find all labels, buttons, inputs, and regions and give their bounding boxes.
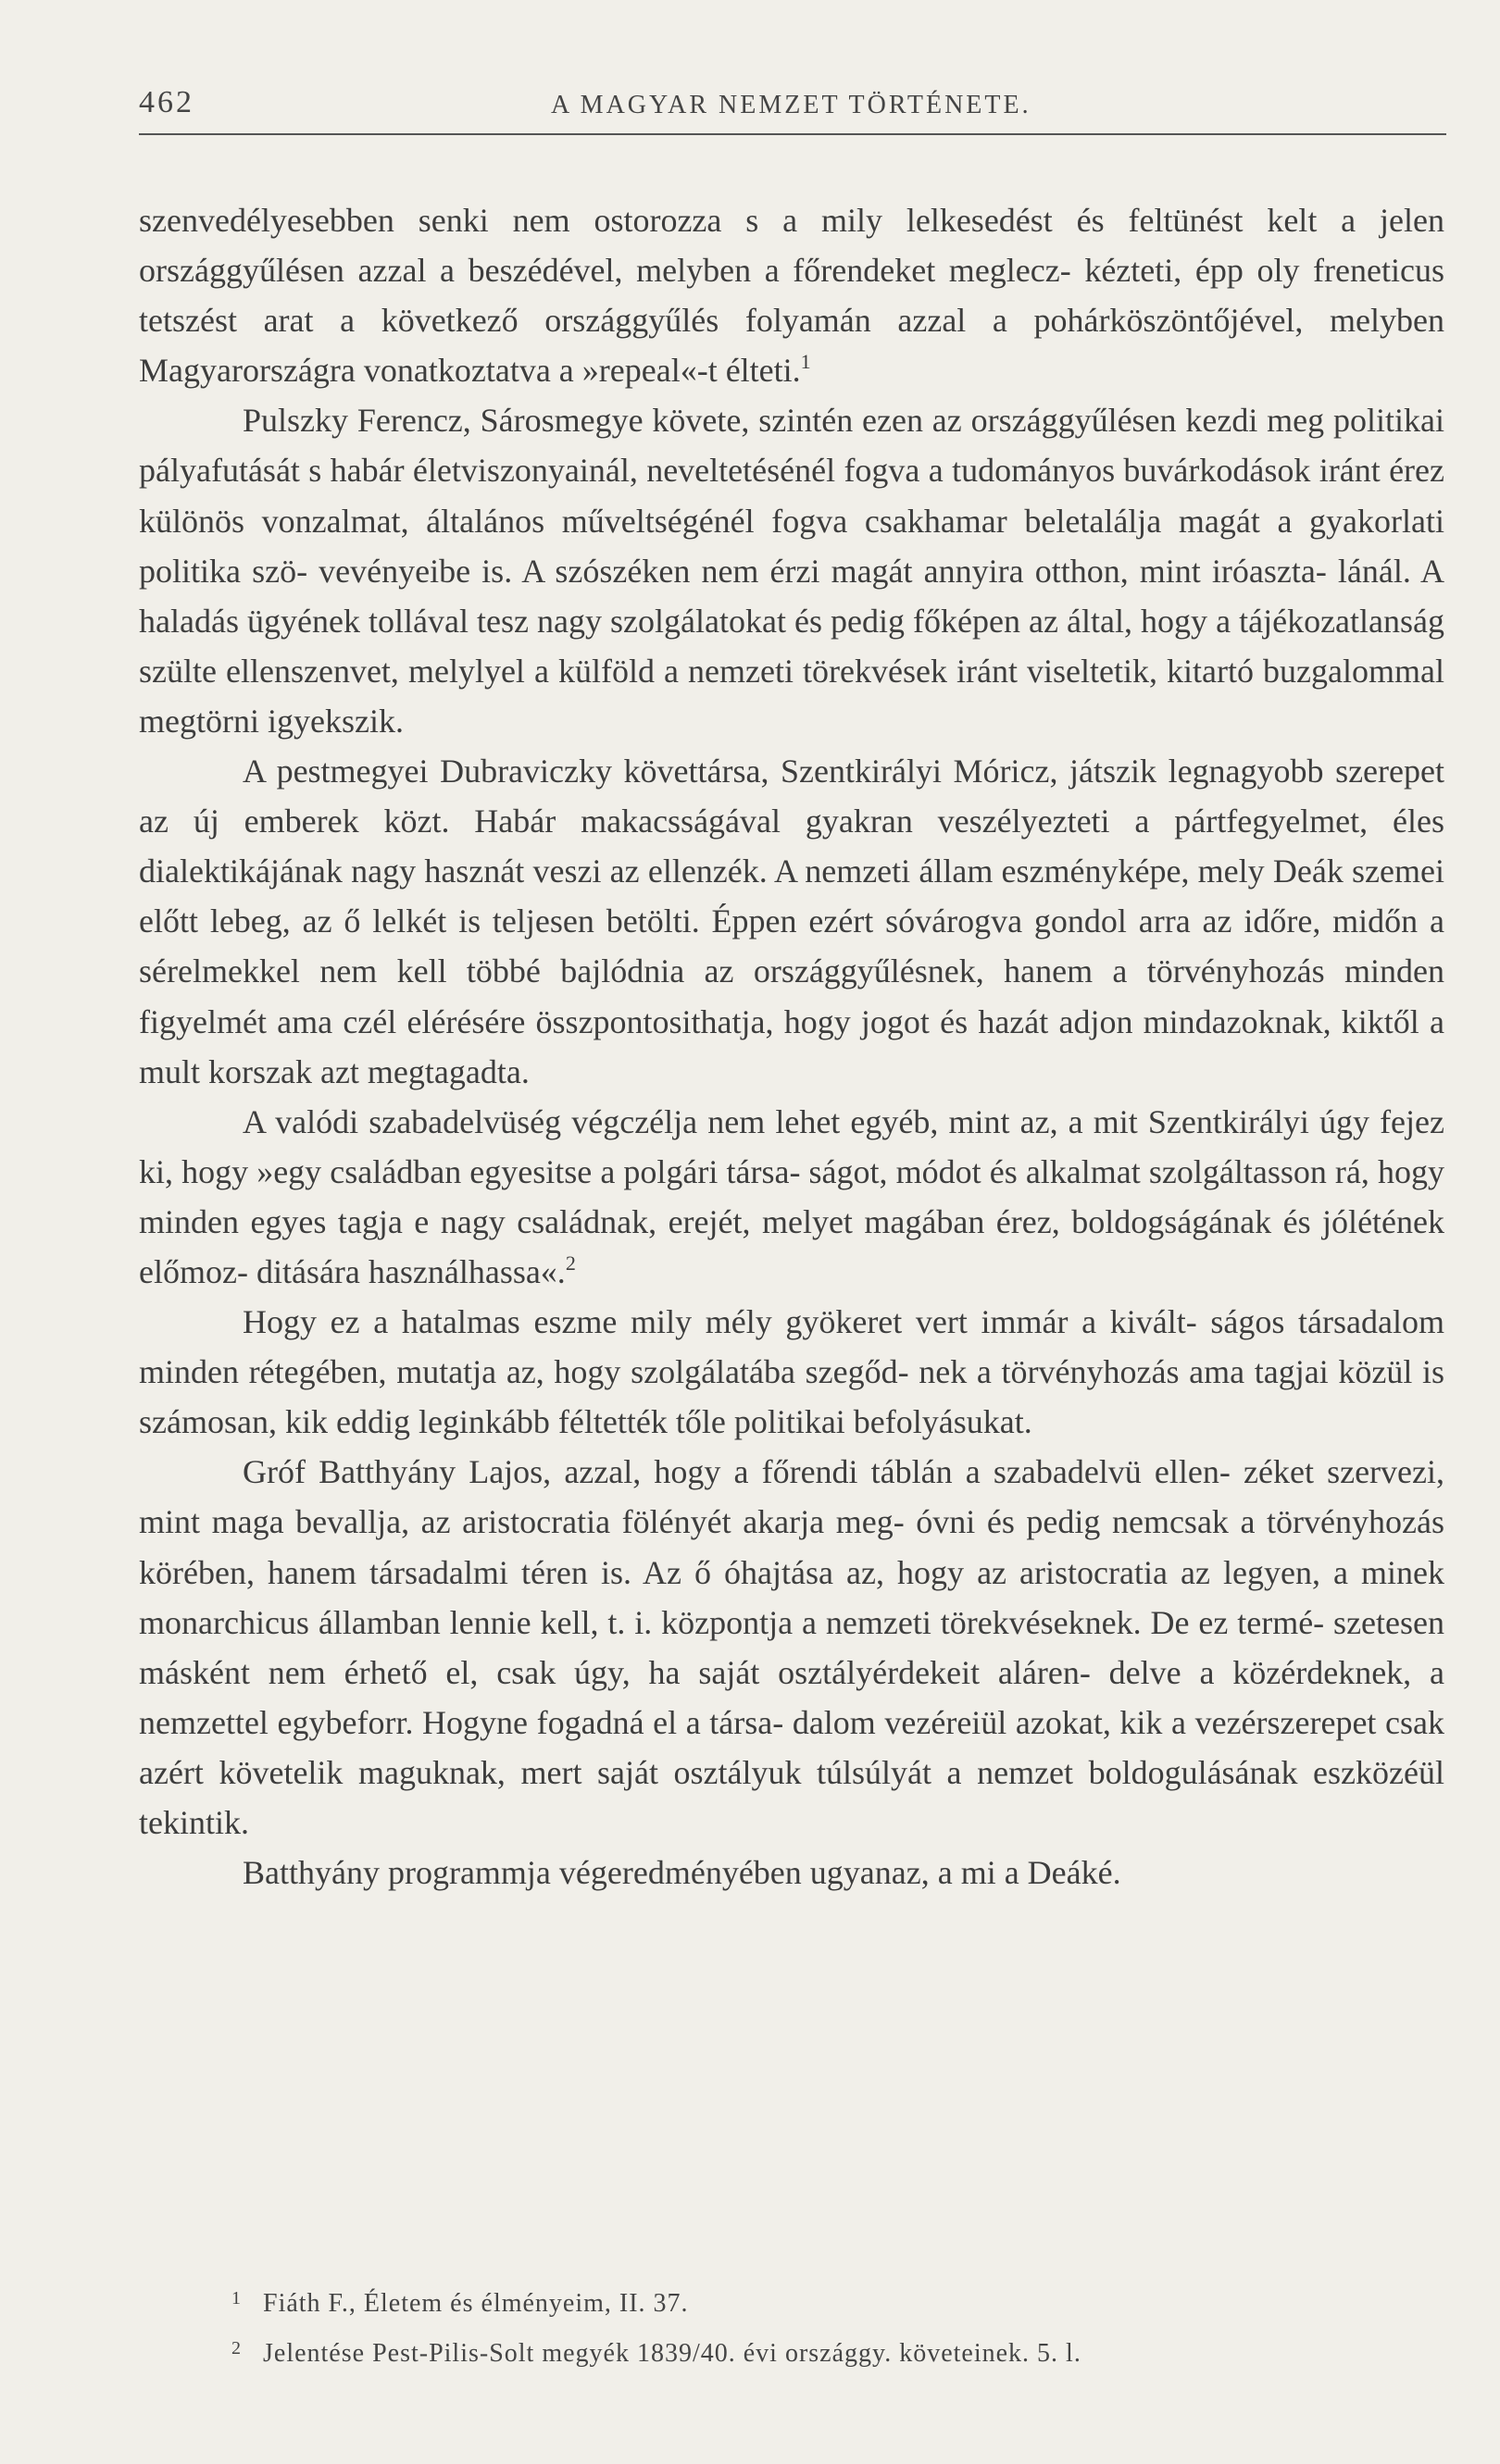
footnote-text: Jelentése Pest-Pilis-Solt megyék 1839/40. évi országgy. követeinek. 5. l. xyxy=(263,2339,1081,2368)
running-title: A MAGYAR NEMZET TÖRTÉNETE. xyxy=(551,91,1031,119)
footnote xyxy=(231,2276,1435,2326)
paragraph-text: Pulszky Ferencz, Sárosmegye követe, szintén ezen az országgyűlésen kezdi meg politikai pályafutását s habár életviszonyainál, neveltetésénél fogva a tudományos buvárkodások iránt érez különös vonzalmat, általános műveltségénél fogva csakhamar beletalálja magát a gyakorlati politika szö- vevényeibe is. A szószéken nem érzi magát annyira otthon, mint iróaszta- lánál. A haladás ügyének tollával tesz nagy szolgálatokat és pedig főképen az által, hogy a tájékozatlanság szülte ellenszenvet, melylyel a külföld a nemzeti törekvések iránt viseltetik, kitartó buzgalommal megtörni igyekszik. xyxy=(139,402,1444,740)
page-header xyxy=(139,85,1446,122)
paragraph xyxy=(139,1447,1444,1848)
footnotes xyxy=(231,2276,1435,2376)
paragraph-text: szenvedélyesebben senki nem ostorozza s a mily lelkesedést és feltünést kelt a jelen országgyűlésen azzal a beszédével, melyben a főrendeket meglecz- kézteti, épp oly freneticus tetszést arat a következő országgyűlés folyamán azzal a pohárköszöntőjével, melyben Magyarországra vonatkoztatva a »repeal«-t élteti. xyxy=(139,202,1444,390)
footnote-mark: 1 xyxy=(231,2288,242,2308)
paragraph-text: A pestmegyei Dubraviczky követtársa, Szentkirályi Móricz, játszik legnagyobb szerepet az új emberek közt. Habár makacsságával gyakran veszélyezteti a pártfegyelmet, éles dialektikájának nagy hasznát veszi az ellenzék. A nemzeti állam eszményképe, mely Deák szemei előtt lebeg, az ő lelkét is teljesen betölti. Éppen ezért sóvárogva gondol arra az időre, midőn a sérelmekkel nem kell többé bajlódnia az országgyűlésnek, hanem a törvényhozás minden figyelmét ama czél elérésére összpontosithatja, hogy jogot és hazát adjon mindazoknak, kiktől a mult korszak azt megtagadta. xyxy=(139,753,1444,1090)
paragraph xyxy=(139,746,1444,1097)
paragraph xyxy=(139,1097,1444,1297)
paragraph-text: Hogy ez a hatalmas eszme mily mély gyökeret vert immár a kivált- ságos társadalom minden rétegében, mutatja az, hogy szolgálatába szegőd- nek a törvényhozás ama tagjai közül is számosan, kik eddig leginkább féltették tőle politikai befolyásukat. xyxy=(139,1303,1444,1441)
page-number: 462 xyxy=(139,85,194,119)
paragraph-text: Batthyány programmja végeredményében ugyanaz, a mi a Deáké. xyxy=(243,1854,1121,1892)
paragraph xyxy=(139,195,1444,395)
footnote-text: Fiáth F., Életem és élményeim, II. 37. xyxy=(263,2289,689,2318)
footnote-mark: 2 xyxy=(231,2338,242,2358)
paragraph-text: Gróf Batthyány Lajos, azzal, hogy a főrendi táblán a szabadelvü ellen- zéket szervezi, mint maga bevallja, az aristocratia fölényét akarja meg- óvni és pedig nemcsak a törvényhozás körében, hanem társadalmi téren is. Az ő óhajtása az, hogy az aristocratia az legyen, a minek monarchicus államban lennie kell, t. i. központja a nemzeti törekvéseknek. De ez termé- szetesen másként nem érhető el, csak úgy, ha saját osztályérdekeit aláren- delve a közérdeknek, a nemzettel egybeforr. Hogyne fogadná el a társa- dalom vezéreiül azokat, kik a vezérszerepet csak azért követelik maguknak, mert saját osztályuk túlsúlyát a nemzet boldogulásának eszközéül tekintik. xyxy=(139,1453,1444,1841)
header-rule xyxy=(139,133,1446,135)
paragraph xyxy=(139,1297,1444,1447)
footnote-ref: 1 xyxy=(800,350,811,374)
footnote-ref: 2 xyxy=(565,1251,576,1275)
paragraph xyxy=(139,1848,1444,1898)
paragraph xyxy=(139,395,1444,746)
paragraph-text: A valódi szabadelvüség végczélja nem lehet egyéb, mint az, a mit Szentkirályi úgy fejez ki, hogy »egy családban egyesitse a polgári társa- ságot, módot és alkalmat szolgáltasson rá, hogy minden egyes tagja e nagy családnak, erejét, melyet magában érez, boldogságának és jólétének előmoz- ditására használhassa«. xyxy=(139,1102,1444,1290)
footnote xyxy=(231,2326,1435,2376)
body-text xyxy=(139,195,1444,1898)
